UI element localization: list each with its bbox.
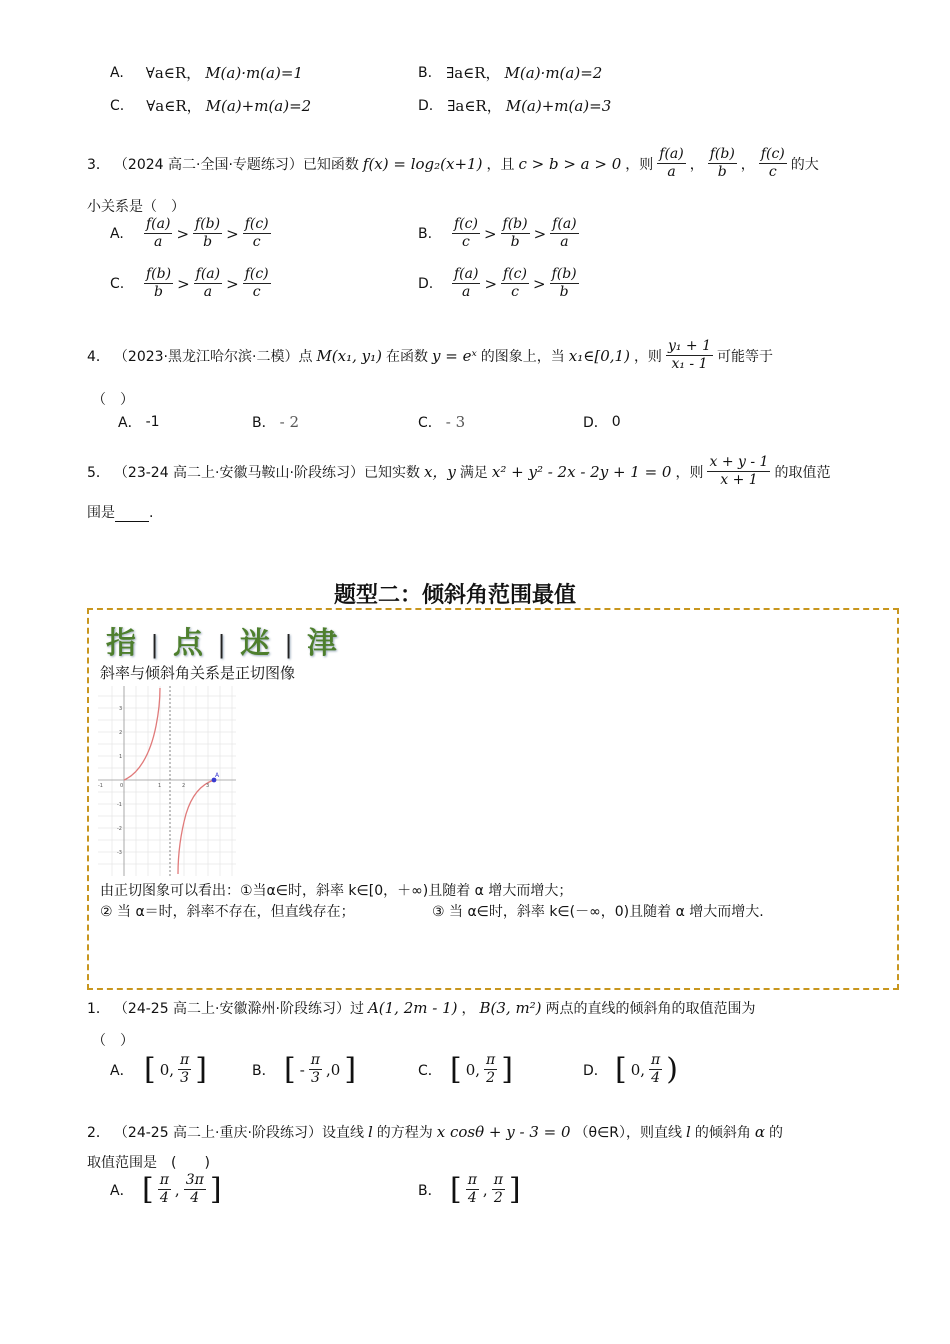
option-label: C．	[418, 415, 442, 431]
fraction: $\frac{f(c)}{c}$	[503, 266, 527, 300]
p1-option-d[interactable]	[583, 1052, 678, 1087]
equation: x cosθ + y - 3 = 0	[436, 1123, 571, 1141]
p2-option-b[interactable]: B． [ $\frac{\pi}{4}$ , $\frac{\pi}{2}$ ]	[418, 1172, 521, 1207]
q3-stem	[87, 146, 819, 181]
option-quantifier: ∀a∈R，	[146, 97, 202, 115]
y-tick: -2	[117, 826, 122, 832]
question-source: （24-25 高二上·安徽滁州·阶段练习）过	[113, 1001, 364, 1017]
stem-text: 的取值范	[774, 464, 831, 481]
x-tick: 0	[120, 783, 124, 789]
option-value: -1	[145, 414, 160, 430]
q4-option-d[interactable]	[583, 412, 621, 432]
bracket: [	[450, 1052, 462, 1087]
option-label: B．	[418, 1182, 442, 1199]
answer-blank[interactable]	[115, 507, 149, 522]
option-label: D.	[418, 97, 434, 114]
p1-option-a[interactable]	[110, 1052, 207, 1087]
fraction: $\frac{f(a)}{a}$	[146, 216, 171, 250]
x-tick: 3	[206, 783, 210, 789]
bracket: [	[284, 1052, 296, 1087]
answer-paren: （ ）	[92, 1033, 134, 1049]
tip-title: 指 | 点 | 迷 | 津	[106, 626, 339, 661]
point-b-expression: B(3, m²)	[479, 999, 542, 1017]
fraction: $\frac{f(b)}{b}$	[195, 216, 221, 250]
p2-option-a[interactable]: A． [ $\frac{\pi}{4}$ , $\frac{3\pi}{4}$ ]	[110, 1172, 222, 1207]
q3-option-c[interactable]	[110, 266, 271, 301]
gt-sign: >	[483, 224, 497, 243]
interval-text: 0,	[630, 1060, 646, 1079]
question-number: 1．	[87, 1001, 110, 1017]
fraction: $\frac{\pi}{2}$	[486, 1052, 496, 1086]
question-source: （2023·黑龙江哈尔滨·二模）点	[113, 348, 313, 365]
fraction: $\frac{f(b)}{b}$	[551, 266, 577, 300]
q5-stem-line2	[87, 502, 153, 522]
question-number: 2．	[87, 1125, 110, 1141]
y-tick: -1	[117, 802, 122, 808]
option-label: B．	[252, 1062, 276, 1079]
stem-text: 围是	[87, 505, 115, 521]
stem-text: 可能等于	[717, 348, 773, 365]
fraction: $\frac{f(c)}{c}$	[454, 216, 478, 250]
option-label: B.	[418, 225, 433, 242]
condition-expression: c > b > a > 0	[518, 154, 622, 173]
fraction: $\frac{f(a)}{a}$	[195, 266, 221, 300]
stem-text: ，	[461, 1001, 476, 1017]
option-label: B．	[252, 415, 276, 431]
option-label: D．	[583, 415, 608, 431]
section-title: 题型二：倾斜角范围最值	[334, 583, 577, 608]
option-label: D．	[583, 1062, 608, 1079]
stem-text: 的图象上，当	[480, 348, 565, 365]
fraction: $\frac{f(b)}{b}$	[709, 146, 735, 180]
stem-text: （θ∈R），则直线	[574, 1125, 683, 1141]
p2-stem	[87, 1122, 783, 1142]
fraction: $\frac{f(a)}{a}$	[454, 266, 479, 300]
option-label: A.	[110, 225, 124, 242]
tip-line3b: ③ 当 α∈时，斜率 k∈(－∞，0)且随着 α 增大而增大.	[432, 904, 764, 920]
stem-text: 两点的直线的倾斜角的取值范围为	[545, 1001, 756, 1017]
x-tick: -1	[98, 783, 103, 789]
bracket: ]	[344, 1052, 357, 1087]
gt-sign: >	[533, 224, 547, 243]
q2-option-d[interactable]	[418, 95, 611, 116]
bracket: ]	[195, 1052, 207, 1087]
q3-option-b[interactable]	[418, 216, 579, 251]
question-source: （23-24 高二上·安徽马鞍山·阶段练习）已知实数	[113, 464, 420, 481]
question-number: 3．	[87, 156, 110, 173]
p2-stem-line2: 取值范围是 ( )	[87, 1155, 210, 1171]
stem-text: ，则	[625, 156, 654, 173]
q4-option-b[interactable]	[252, 412, 299, 432]
gt-sign: >	[176, 224, 190, 243]
point-label: A	[215, 772, 220, 779]
fraction: $\frac{f(c)}{c}$	[760, 146, 785, 180]
bracket: ]	[501, 1052, 513, 1087]
interval-text: 0,	[159, 1060, 175, 1079]
fraction: $\frac{f(c)}{c}$	[244, 266, 269, 300]
tip-line2: 由正切图象可以看出：①当α∈时，斜率 k∈[0，＋∞)且随着 α 增大而增大；	[100, 883, 573, 899]
condition-expression: x₁∈[0,1)	[568, 346, 630, 365]
y-tick: -3	[117, 850, 122, 856]
option-expression: M(a)+m(a)=3	[505, 96, 612, 115]
option-quantifier: ∃a∈R，	[447, 97, 502, 115]
q2-option-c[interactable]	[110, 95, 311, 116]
variables: x，y	[423, 463, 456, 481]
stem-text: ，	[689, 156, 704, 173]
gt-sign: >	[226, 274, 239, 293]
option-expression: M(a)+m(a)=2	[205, 96, 312, 115]
y-tick: 1	[119, 754, 123, 760]
gt-sign: >	[484, 274, 498, 293]
q4-option-a[interactable]	[118, 412, 160, 432]
fraction: $\frac{f(a)}{a}$	[659, 146, 684, 180]
fraction: $\frac{\pi}{3}$	[310, 1052, 320, 1086]
q2-option-a[interactable]	[110, 62, 303, 83]
option-value: - 3	[445, 413, 466, 431]
gt-sign: >	[177, 274, 190, 293]
stem-text: 的	[768, 1125, 783, 1141]
stem-text: ，	[740, 156, 755, 173]
bracket: [	[144, 1052, 156, 1087]
q4-option-c[interactable]	[418, 412, 465, 432]
question-number: 4．	[87, 348, 110, 365]
bracket: [	[450, 1172, 462, 1207]
option-label: A．	[110, 1182, 134, 1199]
y-tick: 2	[119, 730, 123, 736]
answer-paren: （ ）	[92, 392, 134, 408]
option-label: C.	[110, 275, 125, 292]
stem-text: 在函数	[386, 348, 429, 365]
q4-stem	[87, 338, 773, 373]
bracket: [	[615, 1052, 627, 1087]
y-tick: 3	[119, 706, 123, 712]
option-label: B.	[418, 64, 433, 81]
option-value: 0	[611, 414, 621, 430]
option-label: A.	[110, 64, 124, 81]
fraction: $\frac{f(b)}{b}$	[146, 266, 172, 300]
stem-text: 的倾斜角	[694, 1125, 751, 1141]
tip-line3a: ② 当 α＝时，斜率不存在，但直线存在；	[100, 904, 355, 920]
gt-sign: >	[226, 224, 239, 243]
stem-text: 的大	[790, 156, 819, 173]
stem-text: ，且	[486, 156, 515, 173]
tangent-graph	[98, 686, 236, 876]
fraction: $\frac{f(b)}{b}$	[502, 216, 528, 250]
interval-text: ,0	[326, 1060, 341, 1079]
p1-stem	[87, 998, 756, 1018]
line-symbol: l	[686, 1123, 691, 1141]
function-expression: f(x) = log₂(x+1)	[362, 154, 483, 173]
option-quantifier: ∃a∈R，	[446, 64, 501, 82]
bracket: ]	[209, 1172, 222, 1207]
function-expression: y = eˣ	[432, 346, 477, 365]
bracket: ]	[508, 1172, 521, 1207]
option-label: C.	[110, 97, 125, 114]
p1-option-b[interactable]	[252, 1052, 356, 1087]
fraction: $\frac{3\pi}{4}$	[185, 1172, 204, 1206]
bracket: [	[142, 1172, 154, 1207]
line-symbol: l	[367, 1123, 373, 1141]
stem-text: 满足	[459, 464, 488, 481]
gt-sign: >	[532, 274, 546, 293]
fraction: $\frac{x + y - 1}{x + 1}$	[709, 454, 769, 488]
tangent-branch-left	[124, 688, 160, 780]
fraction: $\frac{\pi}{2}$	[493, 1172, 503, 1206]
q5-stem	[87, 454, 830, 489]
interval-text: -	[299, 1060, 305, 1079]
option-quantifier: ∀a∈R，	[145, 64, 202, 82]
option-label: A．	[118, 415, 142, 431]
fraction: $\frac{f(a)}{a}$	[552, 216, 577, 250]
option-label: C．	[418, 1062, 442, 1079]
fraction: $\frac{\text{y₁ + 1}}{\text{x₁ - 1}}$	[667, 338, 711, 372]
question-source: （24-25 高二上·重庆·阶段练习）设直线	[113, 1125, 364, 1141]
alpha-symbol: α	[754, 1123, 765, 1141]
option-expression: M(a)·m(a)=1	[205, 63, 303, 82]
option-label: D.	[418, 275, 434, 292]
stem-text: ，则	[633, 348, 662, 365]
q3-stem-line2: 小关系是（ ）	[87, 199, 185, 215]
x-tick: 2	[182, 783, 186, 789]
equation: x² + y² - 2x - 2y + 1 = 0	[491, 462, 672, 481]
interval-text: 0,	[465, 1060, 481, 1079]
stem-text: ，则	[675, 464, 704, 481]
stem-text: 的方程为	[376, 1125, 433, 1141]
bracket: )	[666, 1052, 678, 1087]
point-a-expression: A(1, 2m - 1)	[367, 999, 458, 1017]
fraction: $\frac{\pi}{3}$	[180, 1052, 190, 1086]
stem-text: .	[149, 505, 154, 521]
question-number: 5．	[87, 464, 110, 481]
q2-option-b[interactable]	[418, 62, 602, 83]
option-expression: M(a)·m(a)=2	[504, 63, 603, 82]
x-tick: 1	[158, 783, 162, 789]
option-label: A．	[110, 1062, 134, 1079]
p1-option-c[interactable]	[418, 1052, 513, 1087]
question-source: （2024 高二·全国·专题练习）已知函数	[113, 156, 359, 173]
fraction: $\frac{\pi}{4}$	[159, 1172, 169, 1206]
tip-line1: 斜率与倾斜角关系是正切图像	[100, 664, 296, 682]
fraction: $\frac{\pi}{4}$	[651, 1052, 661, 1086]
q3-option-a[interactable]	[110, 216, 271, 251]
fraction: $\frac{\pi}{4}$	[467, 1172, 477, 1206]
point-expression: M(x₁, y₁)	[316, 346, 383, 365]
q3-option-d[interactable]	[418, 266, 579, 301]
fraction: $\frac{f(c)}{c}$	[244, 216, 269, 250]
option-value: - 2	[279, 413, 299, 431]
